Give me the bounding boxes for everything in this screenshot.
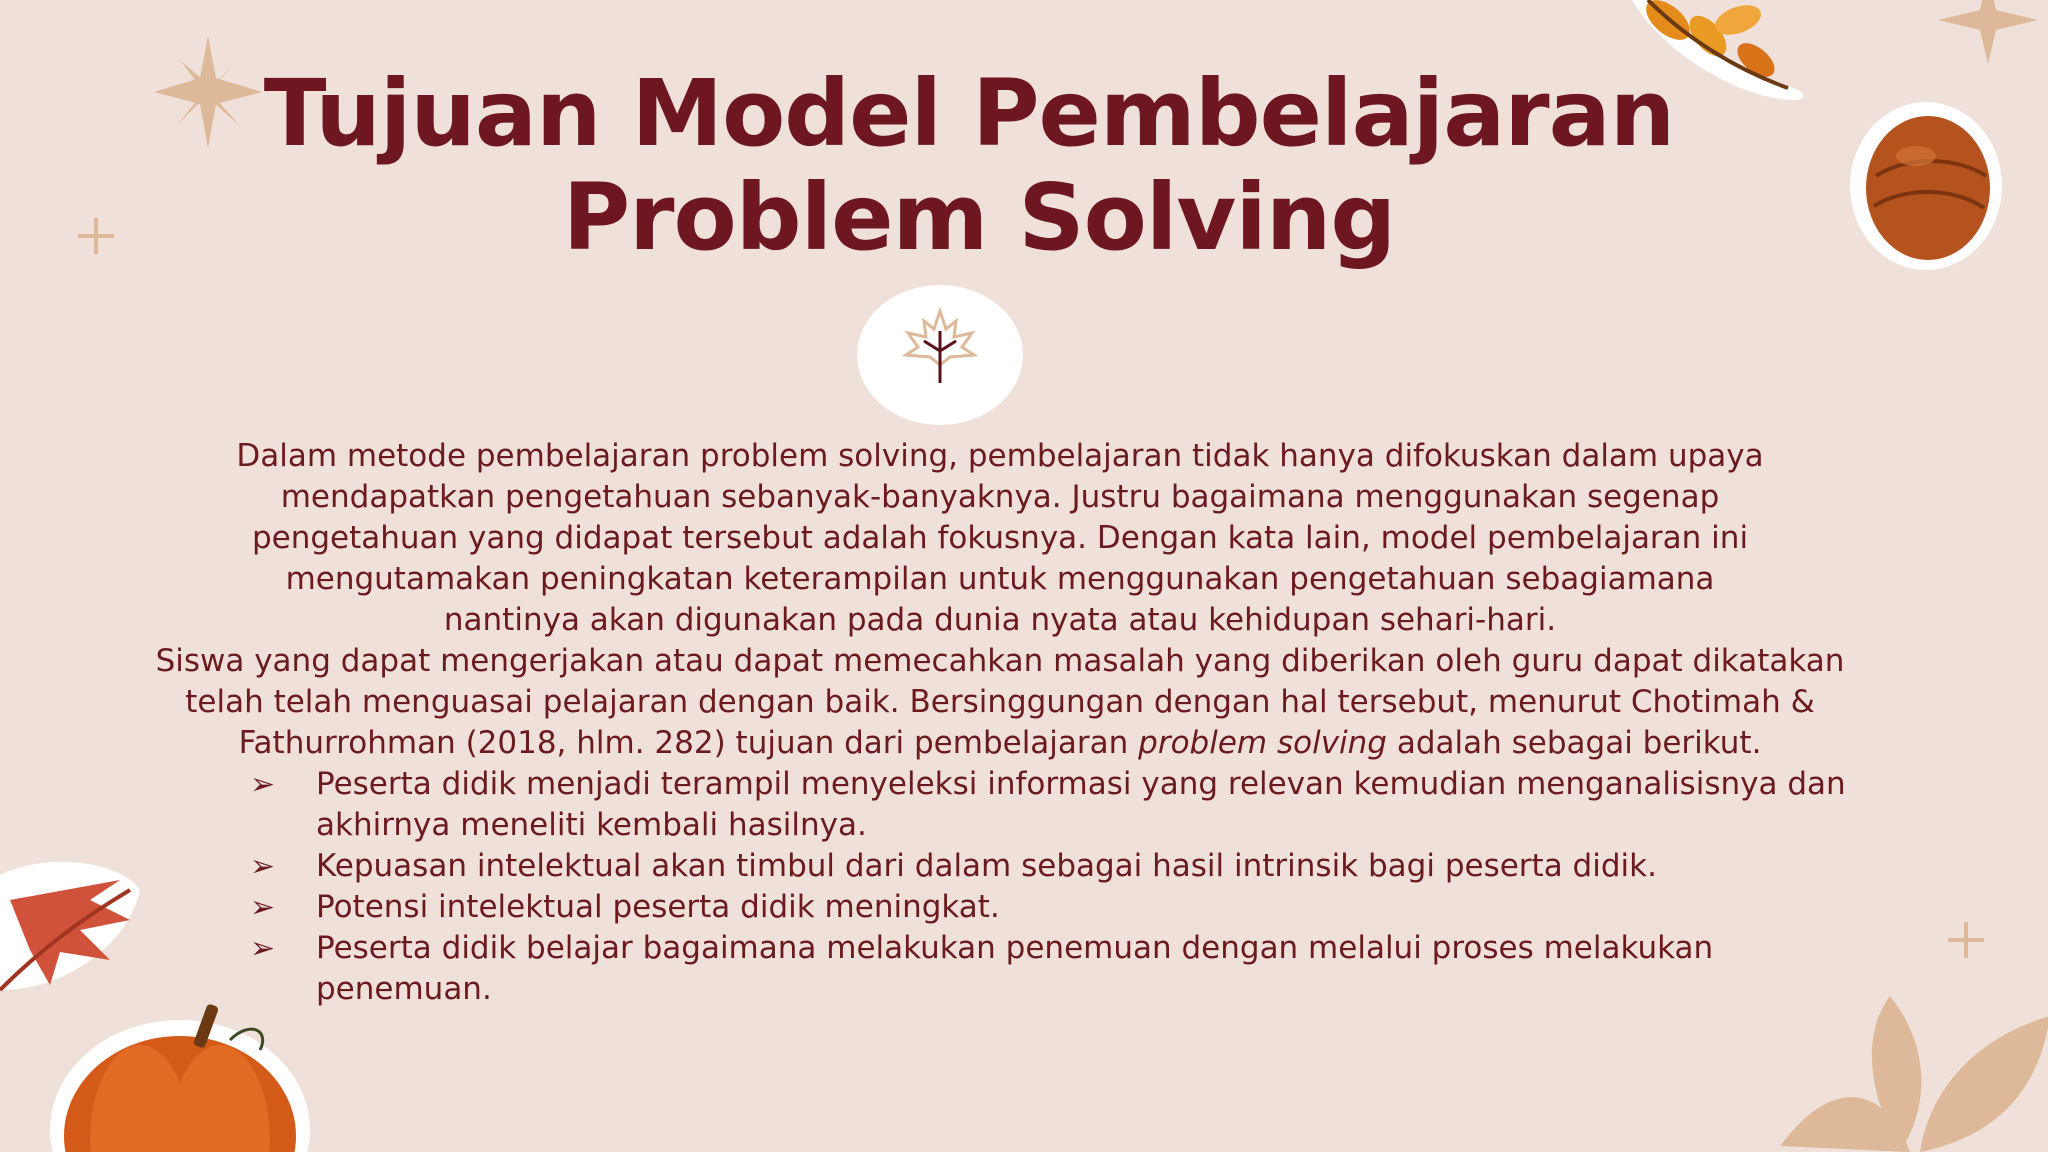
bullet-arrow-icon: ➢: [250, 931, 276, 966]
list-item: [250, 928, 1850, 1010]
paragraph-objectives-end: adalah sebagai berikut.: [1386, 725, 1762, 761]
plus-sparkle-icon: [1946, 920, 1986, 960]
red-leaf-branch-icon: [0, 840, 150, 1000]
emblem: [857, 285, 1023, 425]
paragraph-objectives-text: Siswa yang dapat mengerjakan atau dapat memecahkan masalah yang diberikan oleh guru dapat dikatakan telah telah menguasai pelajaran dengan baik. Bersinggungan dengan hal tersebut, menurut Chotimah & Fathurrohman (2018, hlm. 282) tujuan dari pembelajaran: [155, 643, 1845, 761]
bullet-arrow-icon: ➢: [250, 890, 276, 925]
tan-leaf-icon: [1780, 996, 2048, 1152]
list-item: [250, 764, 1850, 846]
slide-body: [150, 436, 1850, 1010]
list-item-text: Kepuasan intelektual akan timbul dari dalam sebagai hasil intrinsik bagi peserta didik.: [316, 848, 1657, 884]
slide-title: [0, 62, 2048, 270]
title-line-1: Tujuan Model Pembelajaran: [263, 60, 1675, 167]
star-icon: [1928, 0, 2048, 64]
list-item-text: Potensi intelektual peserta didik meningkat.: [316, 889, 1000, 925]
list-item-text: Peserta didik belajar bagaimana melakukan penemuan dengan melalui proses melakukan penemuan.: [316, 930, 1714, 1007]
bullet-arrow-icon: ➢: [250, 767, 276, 802]
pumpkin-icon: [50, 1000, 310, 1152]
list-item: [250, 887, 1850, 928]
paragraph-objectives-intro: [150, 641, 1850, 764]
paragraph-intro: Dalam metode pembelajaran problem solving, pembelajaran tidak hanya difokuskan dalam upaya mendapatkan pengetahuan sebanyak-banyaknya. Justru bagaimana menggunakan segenap pengetahuan yang didapat tersebut adalah fokusnya. Dengan kata lain, model pembelajaran ini mengutamakan peningkatan keterampilan untuk menggunakan pengetahuan sebagiamana nantinya akan digunakan pada dunia nyata atau kehidupan sehari-hari.: [236, 438, 1764, 638]
list-item: [250, 846, 1850, 887]
title-line-2: Problem Solving: [562, 164, 1396, 271]
bullet-arrow-icon: ➢: [250, 849, 276, 884]
objectives-list: [150, 764, 1850, 1010]
paragraph-objectives-italic: problem solving: [1138, 725, 1387, 761]
list-item-text: Peserta didik menjadi terampil menyeleksi informasi yang relevan kemudian menganalisisnya dan akhirnya meneliti kembali hasilnya.: [316, 766, 1846, 843]
maple-leaf-icon: [900, 307, 980, 387]
